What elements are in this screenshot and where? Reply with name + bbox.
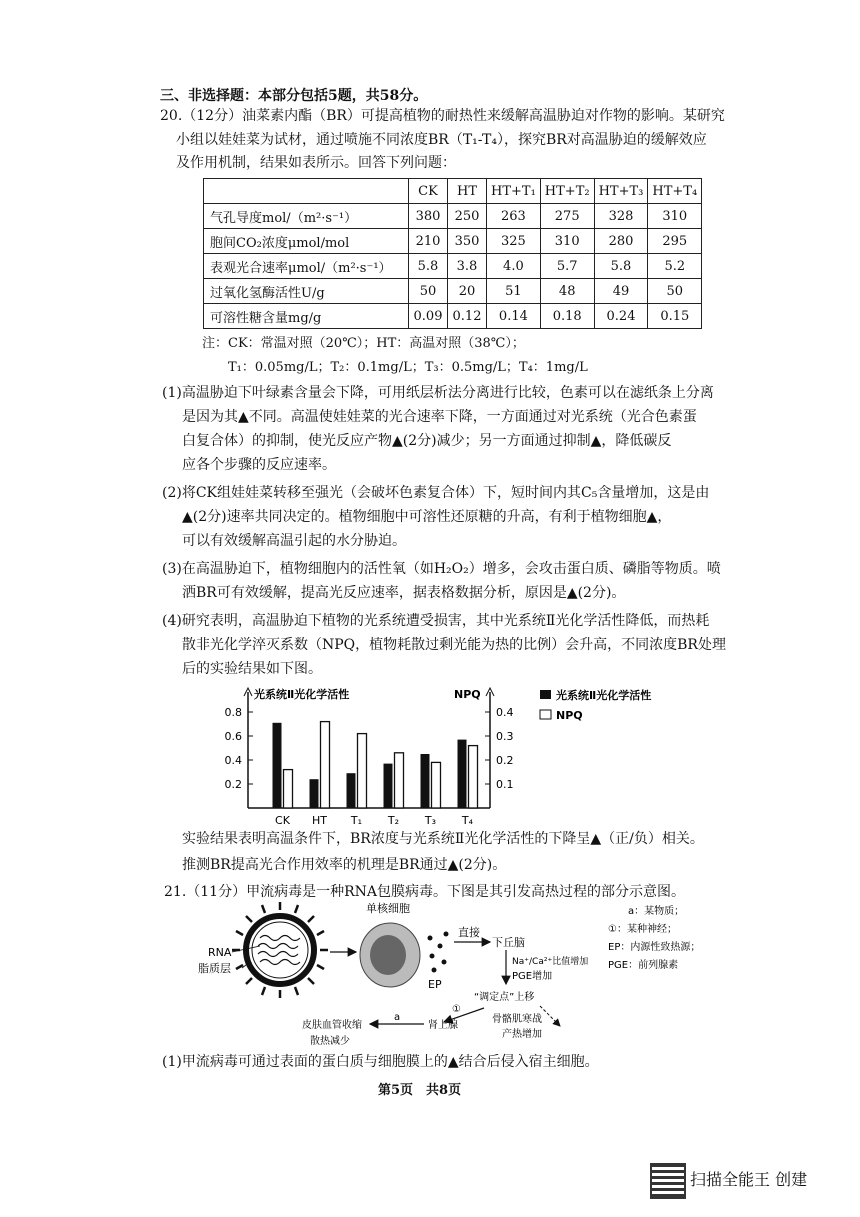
- hypothalamus-label: 下丘脑: [492, 936, 525, 949]
- q20-part4-line: (4)研究表明，高温胁迫下植物的光系统遭受损害，其中光系统Ⅱ光化学活性降低，而热耗: [162, 613, 710, 629]
- table-header-cell: HT+T₃: [594, 179, 648, 204]
- ep-dots: [428, 932, 449, 973]
- q20-part2-line: (2)将CK组娃娃菜转移至强光（会破坏色素复合体）下，短时间内其C₅含量增加，这是由: [162, 485, 710, 501]
- table-cell: 275: [540, 204, 594, 229]
- diagram-legend-item: ①：某种神经；: [608, 924, 677, 935]
- skin-label: 皮肤血管收缩: [302, 1020, 362, 1031]
- table-header-cell: HT+T₄: [648, 179, 702, 204]
- virus-icon: [232, 902, 328, 998]
- q21-part1-line: (1)甲流病毒可通过表面的蛋白质与细胞膜上的▲结合后侵入宿主细胞。: [162, 1054, 599, 1070]
- q20-part2-line: 可以有效缓解高温引起的水分胁迫。: [182, 533, 406, 549]
- y-tick-label: 0.4: [224, 754, 242, 767]
- table-cell: 48: [540, 279, 594, 304]
- table-row: [204, 254, 702, 279]
- bar-npq: [284, 770, 293, 808]
- table-cell: 310: [648, 204, 702, 229]
- adrenal-label: 肾上腺: [428, 1020, 458, 1031]
- q20-part1-line: 白复合体）的抑制，使光反应产物▲(2分)减少；另一方面通过抑制▲，降低碳反: [182, 433, 672, 449]
- table-cell: 过氧化氢酶活性U/g: [204, 279, 409, 304]
- q20-line: 20.（12分）油菜素内酯（BR）可提高植物的耐热性来缓解高温胁迫对作物的影响。某研究: [160, 108, 725, 124]
- x-tick-label: HT: [312, 814, 327, 827]
- y-tick-label: 0.1: [496, 778, 514, 791]
- table-cell: 表观光合速率μmol/（m²·s⁻¹）: [204, 254, 409, 279]
- table-cell: 50: [648, 279, 702, 304]
- bar-activity: [347, 773, 356, 808]
- legend-label: 光系统Ⅱ光化学活性: [556, 689, 652, 702]
- table-cell: 310: [540, 229, 594, 254]
- direct-label: 直接: [458, 926, 480, 939]
- q20-part3-line: (3)在高温胁迫下，植物细胞内的活性氧（如H₂O₂）增多，会攻击蛋白质、磷脂等物质。喷: [162, 561, 721, 577]
- x-tick-label: CK: [275, 814, 290, 827]
- q20-part1-line: (1)高温胁迫下叶绿素含量会下降，可用纸层析法分离进行比较，色素可以在滤纸条上分离: [162, 385, 714, 401]
- q20-conclusion-line: 实验结果表明高温条件下，BR浓度与光系统Ⅱ光化学活性的下降呈▲（正/负）相关。: [182, 831, 704, 847]
- table-header-cell: HT: [448, 179, 487, 204]
- table-cell: 3.8: [448, 254, 487, 279]
- table-cell: 49: [594, 279, 648, 304]
- q20-line: 小组以娃娃菜为试材，通过喷施不同浓度BR（T₁-T₄），探究BR对高温胁迫的缓解效应: [176, 132, 707, 148]
- table-header-row: [204, 179, 702, 204]
- bar-chart: [200, 684, 720, 830]
- bar-activity: [273, 723, 282, 808]
- table-cell: 51: [487, 279, 541, 304]
- pge-label: PGE增加: [512, 971, 553, 982]
- q20-line: 及作用机制，结果如表所示。回答下列问题：: [176, 155, 456, 171]
- muscle-label: 骨骼肌寒战: [492, 1014, 542, 1025]
- table-cell: 210: [409, 229, 448, 254]
- diagram-legend-item: a：某物质；: [628, 906, 685, 917]
- table-row: [204, 204, 702, 229]
- y-tick-label: 0.2: [496, 754, 514, 767]
- bar-activity: [421, 754, 430, 808]
- table-note: 注：CK：常温对照（20℃）；HT：高温对照（38℃）；: [202, 336, 525, 351]
- q20-part1-line: 应各个步骤的反应速率。: [182, 457, 336, 473]
- y-tick-label: 0.2: [224, 778, 242, 791]
- table-cell: 0.14: [487, 304, 541, 329]
- lipid-label: 脂质层: [198, 962, 231, 975]
- diagram-legend-item: PGE：前列腺素: [608, 960, 679, 971]
- table-cell: 0.18: [540, 304, 594, 329]
- q20-part4-line: 后的实验结果如下图。: [182, 661, 322, 677]
- bar-activity: [458, 740, 467, 808]
- substance-a-label: a: [394, 1012, 401, 1023]
- table-cell: 0.24: [594, 304, 648, 329]
- table-cell: 263: [487, 204, 541, 229]
- bar-npq: [321, 722, 330, 808]
- legend-swatch: [540, 690, 551, 699]
- legend-swatch: [540, 710, 551, 719]
- bar-npq: [432, 762, 441, 808]
- q21-line: 21.（11分）甲流病毒是一种RNA包膜病毒。下图是其引发高热过程的部分示意图。: [164, 884, 685, 900]
- q20-part2-line: ▲(2分)速率共同决定的。植物细胞中可溶性还原糖的升高，有利于植物细胞▲，: [182, 509, 672, 525]
- x-tick-label: T₂: [387, 814, 400, 827]
- table-row: [204, 304, 702, 329]
- bar-npq: [395, 753, 404, 808]
- table-cell: 5.2: [648, 254, 702, 279]
- table-cell: 295: [648, 229, 702, 254]
- monocyte-icon: [360, 923, 420, 987]
- data-table: [203, 178, 702, 329]
- table-row: [204, 279, 702, 304]
- x-tick-label: T₃: [424, 814, 437, 827]
- table-cell: 0.15: [648, 304, 702, 329]
- q20-part4-line: 散非光化学淬灭系数（NPQ，植物耗散过剩光能为热的比例）会升高，不同浓度BR处理: [182, 637, 726, 653]
- legend-label: NPQ: [556, 709, 583, 722]
- table-cell: 350: [448, 229, 487, 254]
- table-header-cell: HT+T₁: [487, 179, 541, 204]
- q20-conclusion-line: 推测BR提高光合作用效率的机理是BR通过▲(2分)。: [182, 857, 507, 873]
- nerve-label: ①: [452, 1004, 461, 1015]
- y-tick-label: 0.3: [496, 730, 514, 743]
- table-cell: 20: [448, 279, 487, 304]
- bar-activity: [384, 764, 393, 808]
- table-cell: 250: [448, 204, 487, 229]
- y-tick-label: 0.8: [224, 706, 242, 719]
- fever-diagram: [190, 900, 710, 1050]
- qr-code-icon: [650, 1163, 686, 1199]
- ion-label: Na⁺/Ca²⁺比值增加: [512, 957, 589, 967]
- x-tick-label: T₄: [461, 814, 474, 827]
- rna-label: RNA: [208, 946, 232, 959]
- table-cell: 50: [409, 279, 448, 304]
- table-cell: 5.8: [594, 254, 648, 279]
- muscle-label: 产热增加: [502, 1029, 542, 1040]
- table-cell: 5.8: [409, 254, 448, 279]
- table-cell: 380: [409, 204, 448, 229]
- table-cell: 325: [487, 229, 541, 254]
- section-heading: 三、非选择题：本部分包括5题，共58分。: [160, 88, 428, 104]
- table-cell: 0.12: [448, 304, 487, 329]
- bar-npq: [469, 746, 478, 808]
- chart-bars: [273, 722, 478, 808]
- table-cell: 胞间CO₂浓度μmol/mol: [204, 229, 409, 254]
- table-row: [204, 229, 702, 254]
- table-cell: 280: [594, 229, 648, 254]
- table-header-cell: CK: [409, 179, 448, 204]
- table-cell: 328: [594, 204, 648, 229]
- table-header-cell: [204, 179, 409, 204]
- y-tick-label: 0.4: [496, 706, 514, 719]
- skin-label: 散热减少: [310, 1036, 350, 1047]
- y-tick-label: 0.6: [224, 730, 242, 743]
- watermark-text: 扫描全能王 创建: [690, 1170, 808, 1189]
- setpoint-label: “调定点”上移: [474, 992, 535, 1003]
- left-axis-label: 光系统Ⅱ光化学活性: [254, 688, 350, 701]
- table-cell: 0.09: [409, 304, 448, 329]
- page-footer: 第5页 共8页: [378, 1083, 462, 1098]
- q20-part3-line: 洒BR可有效缓解，提高光反应速率，据表格数据分析，原因是▲(2分)。: [182, 585, 626, 601]
- x-tick-label: T₁: [350, 814, 363, 827]
- table-cell: 气孔导度mol/（m²·s⁻¹）: [204, 204, 409, 229]
- bar-activity: [310, 779, 319, 808]
- table-cell: 4.0: [487, 254, 541, 279]
- table-header-cell: HT+T₂: [540, 179, 594, 204]
- bar-npq: [358, 734, 367, 808]
- monocyte-label: 单核细胞: [366, 902, 410, 915]
- right-axis-label: NPQ: [454, 688, 481, 701]
- diagram-legend-item: EP：内源性致热源；: [608, 942, 701, 953]
- table-cell: 可溶性糖含量mg/g: [204, 304, 409, 329]
- table-cell: 5.7: [540, 254, 594, 279]
- q20-part1-line: 是因为其▲不同。高温使娃娃菜的光合速率下降，一方面通过对光系统（光合色素蛋: [182, 409, 697, 425]
- ep-label: EP: [428, 978, 442, 991]
- table-note: T₁：0.05mg/L；T₂：0.1mg/L；T₃：0.5mg/L；T₄：1mg/L: [228, 360, 588, 375]
